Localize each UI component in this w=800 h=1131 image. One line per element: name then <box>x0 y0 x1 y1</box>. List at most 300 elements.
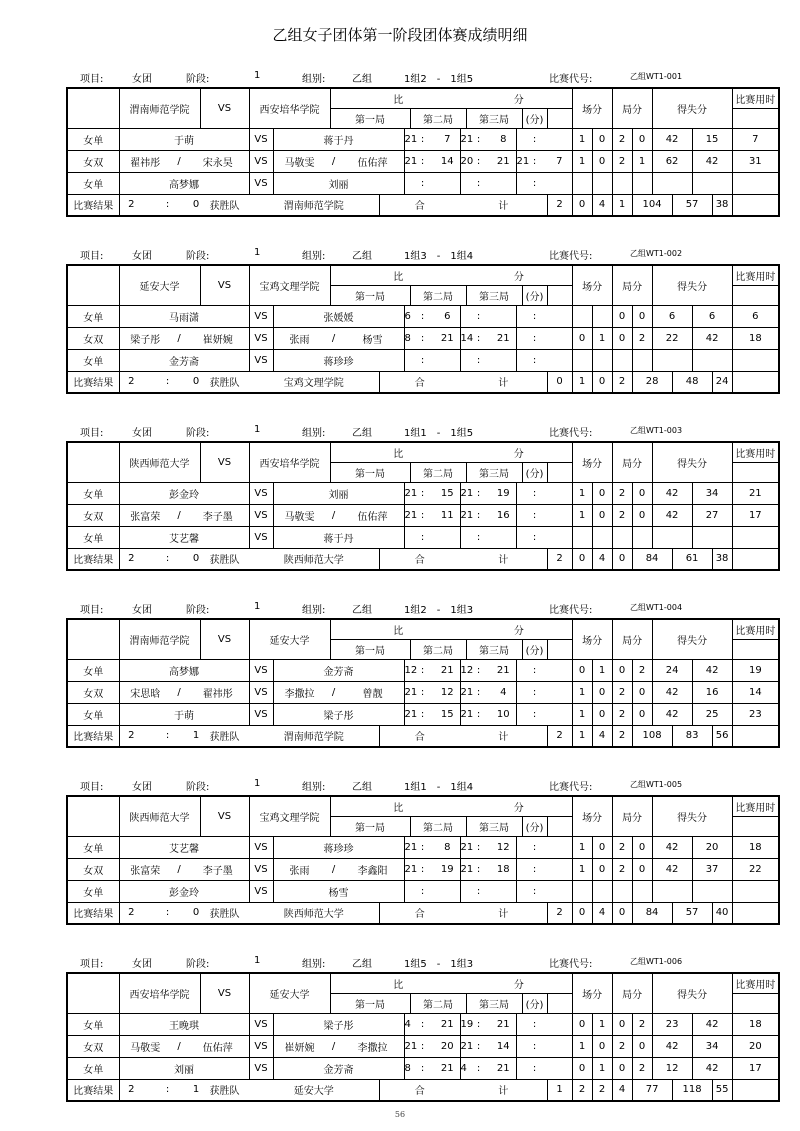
match-code-label: 比赛代号: <box>549 251 593 262</box>
vs-label: VS <box>249 327 273 349</box>
game-colon: : <box>466 526 491 548</box>
player-b-names <box>274 660 404 681</box>
time-header-1: 比赛用时 <box>732 619 779 639</box>
player-name: 崔妍婉 <box>202 334 233 346</box>
player-name: 马雨潇 <box>169 312 200 324</box>
event-header-blank <box>67 442 119 482</box>
vs-label: VS <box>249 128 273 150</box>
points-won: 42 <box>652 1035 692 1057</box>
player-name: 宋思晗 <box>130 688 161 700</box>
group-label: 组别: <box>302 74 326 85</box>
player-a-cell <box>119 880 249 902</box>
result-colon: : <box>143 902 192 924</box>
player-name: 翟祎彤 <box>130 157 161 169</box>
player-a-cell <box>119 836 249 858</box>
player-b-names <box>274 505 404 526</box>
result-label: 比赛结果 <box>67 194 119 216</box>
game-colon: : <box>522 172 547 194</box>
game-colon: : <box>410 172 435 194</box>
time-minutes: 6 <box>732 305 779 327</box>
player-b-names <box>274 1014 404 1035</box>
game-colon: : <box>410 504 435 526</box>
points-won: 23 <box>652 1013 692 1035</box>
player-name: 艾艺馨 <box>169 533 199 545</box>
game-score-b <box>547 482 572 504</box>
player-name: 杨雪 <box>362 334 383 346</box>
table-row <box>67 482 779 504</box>
total-game-points-b: 2 <box>612 371 632 393</box>
game-colon: : <box>522 504 547 526</box>
player-name: 于萌 <box>174 710 194 722</box>
time-header-1: 比赛用时 <box>732 796 779 816</box>
player-b-cell <box>273 880 404 902</box>
match-points-b: 0 <box>592 858 612 880</box>
name-slash: / <box>177 686 181 698</box>
game-points-header: 局分 <box>612 796 652 836</box>
game-colon: : <box>466 659 491 681</box>
points-header: 得失分 <box>652 796 732 836</box>
group-value: 乙组 <box>352 74 372 85</box>
game-score-b: 21 <box>435 1057 460 1079</box>
game-score-b: 15 <box>435 703 460 725</box>
game-score-b <box>547 349 572 371</box>
match-block <box>66 247 776 397</box>
game-points-b: 2 <box>632 327 652 349</box>
result-label: 比赛结果 <box>67 548 119 570</box>
player-a-names <box>120 173 249 194</box>
team-a-name: 渭南师范学院 <box>119 88 200 128</box>
game-colon: : <box>410 327 435 349</box>
player-name: 刘丽 <box>328 489 349 501</box>
game-colon: : <box>466 172 491 194</box>
table-row <box>67 526 779 548</box>
group-label: 组别: <box>302 959 326 970</box>
match-points-a: 0 <box>572 327 592 349</box>
player-a-names <box>120 483 249 504</box>
match-points-a: 1 <box>572 150 592 172</box>
points-won: 22 <box>652 327 692 349</box>
total-points-won: 84 <box>632 902 672 924</box>
result-row <box>67 371 779 393</box>
total-he: 合 <box>379 725 460 747</box>
game-colon: : <box>522 128 547 150</box>
points-lost <box>692 172 732 194</box>
winner-label: 获胜队 <box>200 1079 249 1101</box>
game-points-b <box>632 880 652 902</box>
result-score-b: 1 <box>192 1079 200 1101</box>
team-b-name: 宝鸡文理学院 <box>249 265 330 305</box>
score-table <box>66 795 780 925</box>
points-header: 得失分 <box>652 442 732 482</box>
player-a-names <box>120 527 249 548</box>
game-score-b: 11 <box>435 504 460 526</box>
points-lost: 37 <box>692 858 732 880</box>
game-points-b: 0 <box>632 703 652 725</box>
player-name: 蒋珍珍 <box>323 356 354 368</box>
game-score-b <box>435 526 460 548</box>
total-match-points-a: 2 <box>547 548 572 570</box>
stage-label: 阶段: <box>186 428 210 439</box>
game-colon: : <box>466 836 491 858</box>
group-label: 组别: <box>302 782 326 793</box>
points-won <box>652 880 692 902</box>
match-code-label: 比赛代号: <box>549 605 593 616</box>
game-colon: : <box>410 858 435 880</box>
winner-team: 陕西师范大学 <box>249 548 379 570</box>
game-score-b <box>547 659 572 681</box>
match-points-a <box>572 305 592 327</box>
game-points-a: 2 <box>612 836 632 858</box>
match-points-a: 0 <box>572 1013 592 1035</box>
total-game-points-a: 4 <box>592 725 612 747</box>
game-colon: : <box>410 659 435 681</box>
project-label: 项目: <box>80 782 104 793</box>
game-score-a: 21 <box>460 128 466 150</box>
player-name: 梁子彤 <box>323 1020 354 1032</box>
game-score-b <box>547 858 572 880</box>
game-points-a <box>612 526 632 548</box>
game-score-b <box>491 172 516 194</box>
points-lost: 20 <box>692 836 732 858</box>
game-score-a: 21 <box>460 703 466 725</box>
match-block <box>66 778 776 928</box>
match-code: 乙组WT1-003 <box>630 426 683 435</box>
game-score-a: 21 <box>404 128 410 150</box>
name-slash: / <box>331 332 336 344</box>
game-points-a: 2 <box>612 482 632 504</box>
name-slash: / <box>331 1040 336 1052</box>
stage-label: 阶段: <box>186 959 210 970</box>
score-header-bi: 比 <box>330 619 466 639</box>
match-block <box>66 955 776 1105</box>
match-points-b: 0 <box>592 836 612 858</box>
player-a-cell <box>119 703 249 725</box>
game-points-a: 0 <box>612 305 632 327</box>
winner-label: 获胜队 <box>200 902 249 924</box>
time-minutes: 7 <box>732 128 779 150</box>
match-points-b <box>592 880 612 902</box>
points-won <box>652 526 692 548</box>
result-row <box>67 548 779 570</box>
points-lost <box>692 880 732 902</box>
group-value: 乙组 <box>352 251 372 262</box>
game-score-a: 12 <box>460 659 466 681</box>
time-minutes <box>732 880 779 902</box>
player-name: 张富荣 <box>130 865 161 877</box>
points-lost <box>692 349 732 371</box>
points-won: 42 <box>652 504 692 526</box>
player-b-names <box>274 527 404 548</box>
time-header-2: (分) <box>522 462 547 482</box>
game-score-a: 21 <box>516 150 522 172</box>
game-score-b: 21 <box>491 150 516 172</box>
points-lost: 34 <box>692 482 732 504</box>
stage-value: 1 <box>254 955 261 966</box>
total-time: 38 <box>712 548 732 570</box>
player-a-names <box>120 859 249 880</box>
points-lost: 42 <box>692 1013 732 1035</box>
player-a-cell <box>119 681 249 703</box>
player-b-names <box>274 129 404 150</box>
game-colon: : <box>522 150 547 172</box>
game-colon: : <box>466 1035 491 1057</box>
match-code-label: 比赛代号: <box>549 74 593 85</box>
player-name: 张雨 <box>289 865 310 877</box>
game-score-b: 21 <box>435 1013 460 1035</box>
stage-label: 阶段: <box>186 782 210 793</box>
total-he: 合 <box>379 1079 460 1101</box>
game2-header: 第二局 <box>410 462 466 482</box>
game-colon: : <box>410 128 435 150</box>
match-points-a: 1 <box>572 482 592 504</box>
vs-label: VS <box>200 973 249 1013</box>
total-match-points-b: 0 <box>572 194 592 216</box>
game-score-b <box>547 172 572 194</box>
match-points-a: 1 <box>572 681 592 703</box>
game1-header: 第一局 <box>330 639 410 659</box>
player-b-names <box>274 1036 404 1057</box>
total-game-points-b: 1 <box>612 194 632 216</box>
points-lost: 16 <box>692 681 732 703</box>
game-score-b <box>435 880 460 902</box>
game-points-b: 2 <box>632 1013 652 1035</box>
page-number: 56 <box>394 1110 406 1119</box>
match-code: 乙组WT1-001 <box>630 72 683 81</box>
points-won: 42 <box>652 128 692 150</box>
game-colon: : <box>522 703 547 725</box>
total-game-points-b: 4 <box>612 1079 632 1101</box>
player-b-cell <box>273 128 404 150</box>
player-a-cell <box>119 1013 249 1035</box>
player-a-cell <box>119 327 249 349</box>
game-points-header: 局分 <box>612 619 652 659</box>
game-colon: : <box>522 1057 547 1079</box>
event-type: 女单 <box>67 305 119 327</box>
team-b-name: 西安培华学院 <box>249 88 330 128</box>
player-a-cell <box>119 128 249 150</box>
vs-label: VS <box>249 1035 273 1057</box>
match-code: 乙组WT1-005 <box>630 780 683 789</box>
game-colon: : <box>522 327 547 349</box>
match-block <box>66 601 776 751</box>
match-points-b: 1 <box>592 1057 612 1079</box>
match-points-b: 0 <box>592 681 612 703</box>
total-points-lost: 57 <box>672 194 712 216</box>
game-score-b <box>435 172 460 194</box>
game-score-a: 21 <box>460 858 466 880</box>
total-match-points-b: 1 <box>572 725 592 747</box>
match-points-a: 0 <box>572 1057 592 1079</box>
vs-label: VS <box>200 265 249 305</box>
game-points-b: 1 <box>632 150 652 172</box>
match-points-b <box>592 349 612 371</box>
result-label: 比赛结果 <box>67 725 119 747</box>
total-match-points-a: 1 <box>547 1079 572 1101</box>
project-value: 女团 <box>132 428 152 439</box>
game-points-b <box>632 172 652 194</box>
game-points-header: 局分 <box>612 442 652 482</box>
player-name: 马敬雯 <box>130 1042 161 1054</box>
stage-value: 1 <box>254 601 261 612</box>
player-name: 王晚琪 <box>169 1020 199 1032</box>
name-slash: / <box>331 509 336 521</box>
points-lost: 25 <box>692 703 732 725</box>
player-name: 刘丽 <box>174 1064 194 1076</box>
game1-header: 第一局 <box>330 108 410 128</box>
vs-label: VS <box>249 526 273 548</box>
game-score-b <box>547 128 572 150</box>
game-score-b: 7 <box>547 150 572 172</box>
match-points-a: 1 <box>572 836 592 858</box>
total-match-points-a: 2 <box>547 902 572 924</box>
total-game-points-a: 0 <box>592 371 612 393</box>
group-value: 乙组 <box>352 605 372 616</box>
total-points-won: 108 <box>632 725 672 747</box>
winner-label: 获胜队 <box>200 548 249 570</box>
player-a-cell <box>119 526 249 548</box>
total-match-points-a: 2 <box>547 725 572 747</box>
result-colon: : <box>143 548 192 570</box>
points-won <box>652 172 692 194</box>
time-header-2: (分) <box>522 285 547 305</box>
time-minutes: 19 <box>732 659 779 681</box>
game-colon: : <box>522 681 547 703</box>
match-points-a <box>572 172 592 194</box>
player-a-cell <box>119 1035 249 1057</box>
game-points-a: 0 <box>612 1013 632 1035</box>
match-header <box>66 778 686 792</box>
total-points-lost: 48 <box>672 371 712 393</box>
game-score-b <box>547 305 572 327</box>
game-score-a: 21 <box>404 858 410 880</box>
match-points-b: 1 <box>592 327 612 349</box>
player-name: 宋永昊 <box>202 157 233 169</box>
match-points-b <box>592 526 612 548</box>
game-colon: : <box>410 703 435 725</box>
game-score-a: 21 <box>404 482 410 504</box>
player-b-names <box>274 837 404 858</box>
vs-label: VS <box>249 681 273 703</box>
event-header-blank <box>67 973 119 1013</box>
group-value: 乙组 <box>352 428 372 439</box>
event-type: 女单 <box>67 880 119 902</box>
total-time: 55 <box>712 1079 732 1101</box>
match-points-a: 0 <box>572 659 592 681</box>
match-code: 乙组WT1-004 <box>630 603 683 612</box>
project-label: 项目: <box>80 959 104 970</box>
team-a-name: 延安大学 <box>119 265 200 305</box>
team-a-name: 陕西师范大学 <box>119 442 200 482</box>
game-score-a: 21 <box>404 681 410 703</box>
name-slash: / <box>177 863 181 875</box>
match-code: 乙组WT1-002 <box>630 249 683 258</box>
game-score-a: 8 <box>404 1057 410 1079</box>
result-score-a: 2 <box>119 725 143 747</box>
match-points-a: 1 <box>572 858 592 880</box>
game-colon: : <box>466 150 491 172</box>
game-points-b: 0 <box>632 681 652 703</box>
table-row <box>67 150 779 172</box>
score-table <box>66 972 780 1102</box>
game-colon: : <box>522 1035 547 1057</box>
group-value: 乙组 <box>352 782 372 793</box>
name-slash: / <box>177 1040 181 1052</box>
name-slash: / <box>177 155 181 167</box>
game-score-a: 21 <box>460 836 466 858</box>
game3-header: 第三局 <box>466 816 522 836</box>
time-header-2: (分) <box>522 639 547 659</box>
result-score-a: 2 <box>119 194 143 216</box>
player-name: 梁子彤 <box>323 710 354 722</box>
game-colon: : <box>466 482 491 504</box>
total-match-points-b: 2 <box>572 1079 592 1101</box>
time-minutes: 23 <box>732 703 779 725</box>
match-points-b: 0 <box>592 150 612 172</box>
game-score-b: 19 <box>435 858 460 880</box>
player-b-cell <box>273 659 404 681</box>
total-ji: 计 <box>460 725 547 747</box>
event-type: 女双 <box>67 150 119 172</box>
winner-team: 渭南师范学院 <box>249 194 379 216</box>
match-points-header: 场分 <box>572 265 612 305</box>
group-pairing: 1组3 - 1组4 <box>404 251 474 262</box>
points-lost: 42 <box>692 1057 732 1079</box>
vs-label: VS <box>249 858 273 880</box>
game-score-b: 14 <box>491 1035 516 1057</box>
total-points-lost: 57 <box>672 902 712 924</box>
match-points-a <box>572 349 592 371</box>
table-row <box>67 349 779 371</box>
time-minutes: 18 <box>732 1013 779 1035</box>
total-points-won: 84 <box>632 548 672 570</box>
player-name: 蒋珍珍 <box>323 843 354 855</box>
game-points-a: 2 <box>612 858 632 880</box>
time-minutes: 18 <box>732 327 779 349</box>
stage-value: 1 <box>254 247 261 258</box>
game-points-b <box>632 526 652 548</box>
game-score-b: 15 <box>435 482 460 504</box>
vs-label: VS <box>249 482 273 504</box>
player-name: 李撒拉 <box>357 1042 388 1054</box>
time-minutes: 21 <box>732 482 779 504</box>
group-pairing: 1组1 - 1组5 <box>404 428 474 439</box>
total-game-points-a: 4 <box>592 902 612 924</box>
points-header: 得失分 <box>652 619 732 659</box>
player-name: 李子墨 <box>202 511 233 523</box>
player-a-names <box>120 129 249 150</box>
table-row <box>67 1035 779 1057</box>
vs-label: VS <box>249 1057 273 1079</box>
event-type: 女双 <box>67 327 119 349</box>
player-b-cell <box>273 172 404 194</box>
game3-header: 第三局 <box>466 285 522 305</box>
player-a-cell <box>119 482 249 504</box>
game-score-b: 21 <box>435 659 460 681</box>
game-colon: : <box>466 880 491 902</box>
project-value: 女团 <box>132 74 152 85</box>
player-b-names <box>274 682 404 703</box>
score-table <box>66 264 780 394</box>
player-b-names <box>274 173 404 194</box>
vs-label: VS <box>200 619 249 659</box>
match-points-b: 0 <box>592 504 612 526</box>
player-b-cell <box>273 482 404 504</box>
player-name: 张雨 <box>289 334 310 346</box>
game2-header: 第二局 <box>410 108 466 128</box>
game-score-a: 21 <box>460 504 466 526</box>
name-slash: / <box>331 155 336 167</box>
game-colon: : <box>410 1057 435 1079</box>
